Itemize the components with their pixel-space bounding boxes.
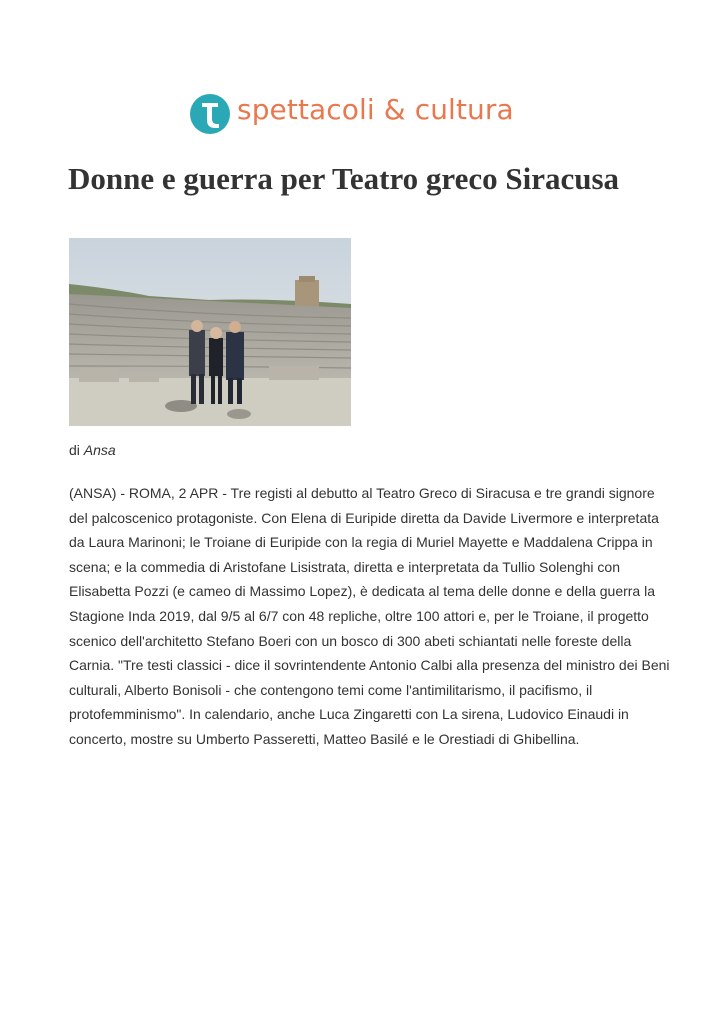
article-photo bbox=[69, 238, 351, 426]
brand-name: spettacoli & cultura bbox=[237, 93, 514, 126]
article-body: (ANSA) - ROMA, 2 APR - Tre registi al debutto al Teatro Greco di Siracusa e tre grandi signore del palcoscenico protagoniste. Con Elena di Euripide diretta da Davide Livermore e interpretata da Laura Marinoni; le Troiane di Euripide con la regia di Muriel Mayette e Maddalena Crippa in scena; e la commedia di Aristofane Lisistrata, diretta e interpretata da Tullio Solenghi con Elisabetta Pozzi (e cameo di Massimo Lopez), è dedicata al tema delle donne e della guerra la Stagione Inda 2019, dal 9/5 al 6/7 con 48 repliche, oltre 100 attori e, per le Troiane, il progetto scenico dell'architetto Stefano Boeri con un bosco di 300 abeti schiantati nelle foreste della Carnia. "Tre testi classici - dice il sovrintendente Antonio Calbi alla presenza del ministro dei Beni culturali, Alberto Bonisoli - che contengono temi come l'antimilitarismo, il pacifismo, il protofemminismo". In calendario, anche Luca Zingaretti con La sirena, Ludovico Einaudi in concerto, mostre su Umberto Passeretti, Matteo Basilé e le Orestiadi di Ghibellina. bbox=[69, 485, 670, 747]
brand-header bbox=[189, 88, 514, 136]
article-title: Donne e guerra per Teatro greco Siracusa bbox=[68, 161, 620, 196]
byline bbox=[69, 442, 116, 458]
brand-logo-icon bbox=[189, 88, 231, 136]
byline-prefix: di bbox=[69, 442, 80, 458]
byline-author: Ansa bbox=[83, 442, 116, 458]
